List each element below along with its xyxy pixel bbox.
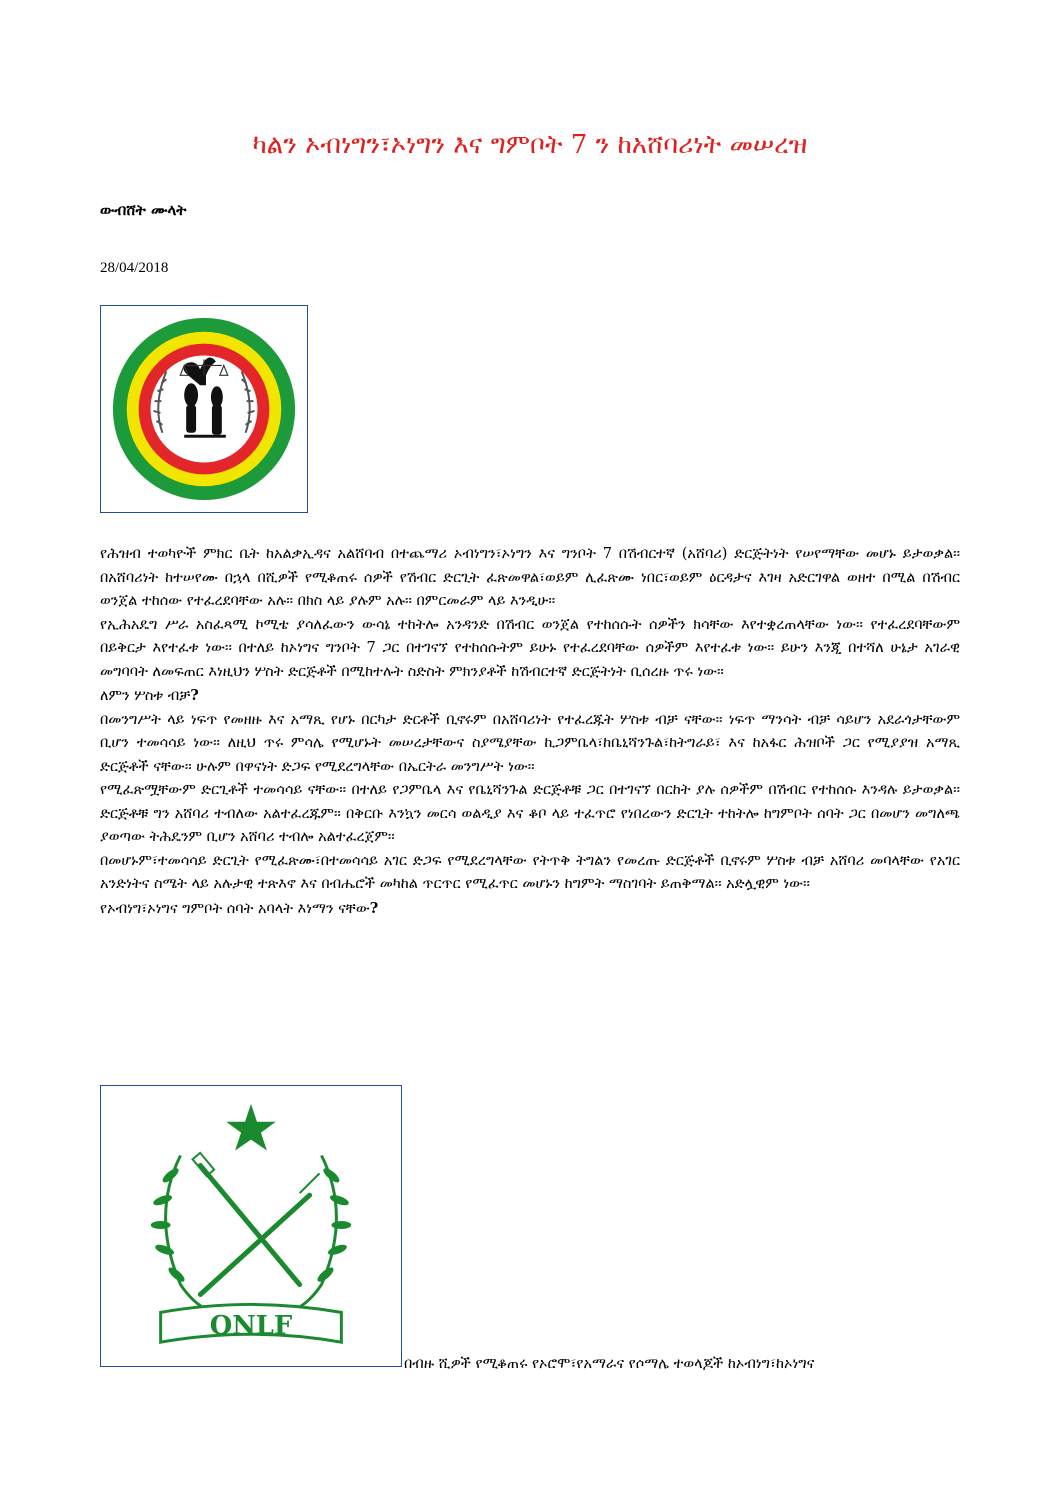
paragraph: የሚፈጽሟቸውም ድርጊቶች ተመሳሳይ ናቸው፡፡ በተለይ የጋምቤላ እና የቤኒሻንጉል ድርጅቶቹ ጋር በተገናኘ በርከት ያሉ ሰዎችም በሽብር የተከሰሱ እንዳሉ ይታወቃል፡፡ ድርጅቶቹ ግን አሸባሪ ተብለው አልተፈረጁም፡፡ በቅርቡ እንኳን መርሳ ወልዲያ እና ቆቦ ላይ ተፈጥሮ የነበረውን ድርጊት ተከትሎ ከግምቦት ሰባት ጋር በመሆን መግለጫ ያወጣው ትሕዴንም ቢሆን አሸባሪ ተብሎ አልተፈረጀም፡፡ [100, 782, 960, 845]
onlf-logo-label: ONLF [209, 1311, 293, 1342]
question-text: ለምን ሦስቱ ብቻ [100, 688, 191, 704]
onlf-emblem-icon [100, 1085, 402, 1367]
section-question [100, 897, 960, 922]
question-text: የኦብነግ፣ኦነግና ግምቦት ሰባት አባላት እነማን ናቸው [100, 900, 370, 917]
author-name: ውብሸት ሙላት [100, 201, 187, 219]
question-mark: ? [190, 687, 199, 704]
onlf-emblem-graphic [101, 1086, 401, 1366]
federal-council-emblem-graphic [101, 306, 307, 512]
section-question [100, 684, 960, 709]
paragraph: በመሆኑም፣ተመሳሳይ ድርጊት የሚፈጽሙ፣በተመሳሳይ አገር ድጋፍ የሚደረግላቸው የትጥቅ ትግልን የመረጡ ድርጅቶች ቢኖሩም ሦስቱ ብቻ አሸባሪ መባላቸው የአገር አንድነትና ስሜት ላይ አሉታዊ ተጽእኖ እና በብሔሮች መካከል ጥርጥር የሚፈጥር መሆኑን ከግምት ማስገባት ይጠቅማል፡፡ አድሏዊም ነው፡፡ [100, 852, 960, 892]
article-body [100, 543, 960, 921]
paragraph-continuation: በብዙ ሺዎች የሚቆጠሩ የኦሮሞ፣የአማራና የሶማሌ ተወላጆች ከኦብነግ፣ከኦነግና [404, 1356, 815, 1372]
paragraph: የኢሕአዴግ ሥራ አስፈጻሚ ኮሚቴ ያሳለፈውን ውሳኔ ተከትሎ አንዳንድ በሽብር ወንጀል የተከሰሱት ሰዎችን ክሳቸው እየተቋረጠላቸው ነው፡፡ የተፈረደባቸውም በይቅርታ እየተፈቱ ነው፡፡ በተለይ ከኦነግና ግንቦት 7 ጋር በተገናኘ የተከሰሱትም ይሁኑ የተፈረደባቸው ሰዎችም እየተፈቱ ነው፡፡ ይሁን እንጂ በተሻለ ሁኔታ አገራዊ መግባባት ለመፍጠር እነዚህን ሦስት ድርጅቶች በሚከተሉት ስድስት ምክንያቶች ከሽብርተኛ ድርጅትነት ቢሰረዙ ጥሩ ነው፡፡ [100, 616, 960, 680]
page-title: ካልን ኦብነግን፣ኦነግን እና ግምቦት 7 ን ከአሸባሪነት መሠረዝ [252, 130, 808, 160]
question-mark: ? [369, 899, 379, 917]
paragraph: በመንግሥት ላይ ነፍጥ የመዘዙ እና አማጺ የሆኑ በርካታ ድርቶች ቢኖሩም በአሸባሪነት የተፈረጁት ሦስቱ ብቻ ናቸው፡፡ ነፍጥ ማንሳት ብቻ ሳይሆን አደራጎታቸውም ቢሆን ተመሳሳይ ነው፡፡ ለዚህ ጥሩ ምሳሌ የሚሆኑት መሠረታቸውና ስያሜያቸው ኪጋምቤላ፣ከቤኒሻንጉል፣ከትግራይ፣ እና ከአፋር ሕዝቦች ጋር የሚያያዝ አማጺ ድርጅቶች ናቸው፡፡ ሁሉም በዋናነት ድጋፍ የሚደረግላቸው በኤርትራ መንግሥት ነው፡፡ [100, 711, 960, 775]
paragraph: የሕዝብ ተወካዮች ምክር ቤት ከአልቃኢዳና አልሸባብ በተጨማሪ ኦብነግን፣ኦነግን እና ግንቦት 7 በሽብርተኛ (አሸባሪ) ድርጅትነት የሠየማቸው መሆኑ ይታወቃል፡፡ በአሸባሪነት ከተሠየሙ በኋላ በሺዎች የሚቆጠሩ ሰዎች የሽብር ድርጊት ፈጽመዋል፣ወይም ሊፈጽሙ ነበር፣ወይም ዕርዳታና እገዛ አድርገዋል ወዘተ በሚል በሽብር ወንጀል ተከሰው የተፈረደባቸው አሉ፡፡ በክስ ላይ ያሉም አሉ፡፡ በምርመራም ላይ እንዲሁ፡፡ [100, 546, 960, 609]
federal-council-emblem-icon [100, 305, 308, 513]
publish-date: 28/04/2018 [100, 260, 169, 276]
